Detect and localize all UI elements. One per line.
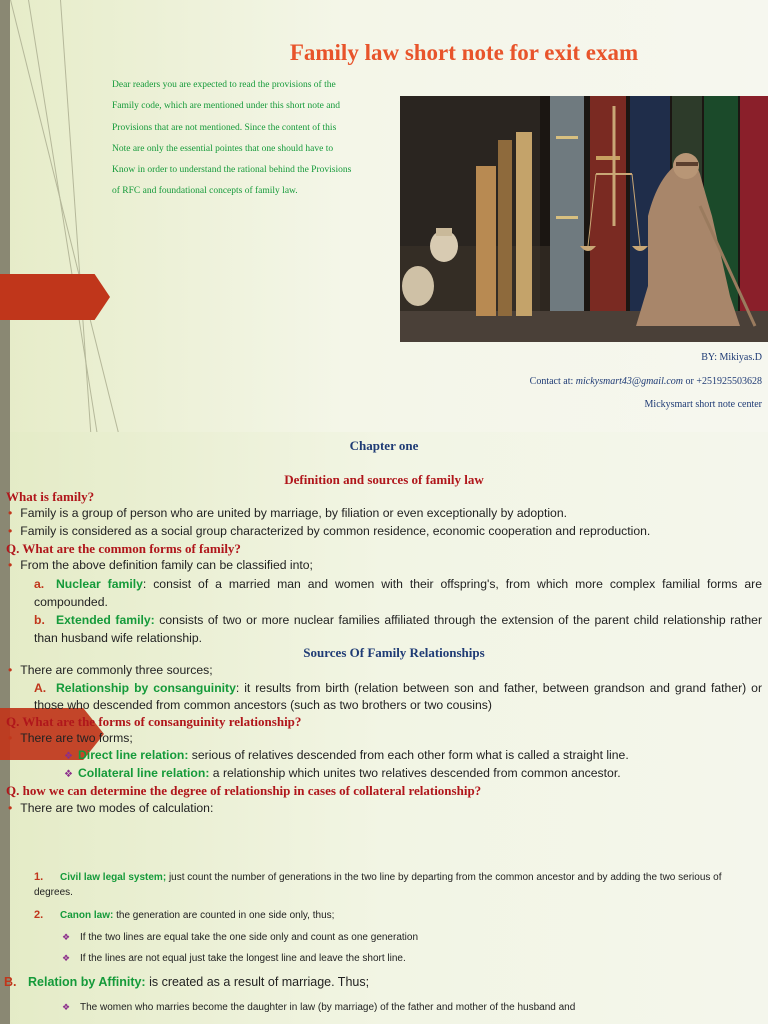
question-what-is-family: What is family? (6, 489, 95, 504)
contact-email[interactable]: mickysmart43@gmail.com (575, 376, 684, 387)
justice-statue-image (400, 96, 768, 342)
list-item: • There are commonly three sources; (8, 663, 213, 677)
slide-calculation (0, 864, 768, 1024)
diamond-bullet-icon: ❖ (64, 751, 73, 762)
list-item-consanguinity: A. Relationship by consanguinity: it results from birth (relation between son and father, between grandson and grand father) or those who descended from common ancestors (such as two brothers or two cousins) (34, 681, 762, 712)
arrow-tab (0, 274, 110, 320)
diamond-bullet-icon: ❖ (64, 769, 73, 780)
diamond-bullet-icon: ❖ (62, 932, 71, 942)
list-item-nuclear: a. Nuclear family: consist of a married man and women with their offspring's, from which more complex familial forms are compounded. (34, 577, 762, 609)
contact-line: Contact at: mickysmart43@gmail.com or +251925503628 (529, 376, 762, 387)
slide-title (0, 0, 768, 432)
page-title: Family law short note for exit exam (289, 40, 639, 65)
list-item: • Family is a group of person who are united by marriage, by filiation or even exceptionally by adoption. (8, 506, 567, 520)
list-item: • There are two forms; (8, 731, 133, 745)
slide-chapter-one (0, 432, 768, 864)
list-item-canon-law: 2. Canon law: the generation are counted in one side only, thus; (34, 909, 335, 921)
intro-paragraph: Dear readers you are expected to read the provisions of the Family code, which are mentioned under this short note and Provisions that are not mentioned. Since the content of this Note are only the essential pointes that one should have to Know in order to understand the rational behind the Provisions of RFC and foundational concepts of family law. (112, 80, 352, 197)
sources-heading: Sources Of Family Relationships (303, 645, 485, 660)
question-consanguinity: Q. What are the forms of consanguinity relationship? (6, 714, 302, 729)
author-line: BY: Mikiyas.D (701, 352, 762, 363)
question-degree: Q. how we can determine the degree of relationship in cases of collateral relationship? (6, 783, 482, 798)
list-item-extended: b. Extended family: consists of two or more nuclear families affiliated through the extension of the parent child relationship rather than husband wife relationship. (34, 613, 763, 645)
list-item: • From the above definition family can be classified into; (8, 558, 313, 572)
sub-item: ❖ The women who marries become the daughter in law (by marriage) of the father and mother of the husband and (62, 1002, 576, 1013)
list-item-civil-law: 1. Civil law legal system; just count the number of generations in the two line by departing from the common ancestor and by adding the two serious of degrees. (34, 871, 722, 898)
list-item: • Family is considered as a social group characterized by common residence, economic cooperation and reproduction. (8, 524, 651, 538)
list-item-collateral-line: ❖ Collateral line relation: a relationship which unites two relatives descended from common ancestor. (64, 766, 621, 780)
question-forms: Q. What are the common forms of family? (6, 541, 241, 556)
list-item-affinity: B. Relation by Affinity: is created as a result of marriage. Thus; (4, 975, 370, 989)
left-bar (0, 864, 10, 1024)
section-heading: Definition and sources of family law (284, 472, 484, 487)
list-item-direct-line: ❖ Direct line relation: serious of relatives descended from each other form what is called a straight line. (64, 748, 629, 762)
list-item: • There are two modes of calculation: (8, 801, 214, 815)
diamond-bullet-icon: ❖ (62, 953, 71, 963)
center-line: Mickysmart short note center (644, 399, 762, 410)
sub-item: ❖ If the two lines are equal take the one side only and count as one generation (62, 932, 419, 943)
diamond-bullet-icon: ❖ (62, 1002, 71, 1012)
sub-item: ❖ If the lines are not equal just take the longest line and leave the short line. (62, 953, 406, 964)
chapter-heading: Chapter one (349, 438, 419, 453)
